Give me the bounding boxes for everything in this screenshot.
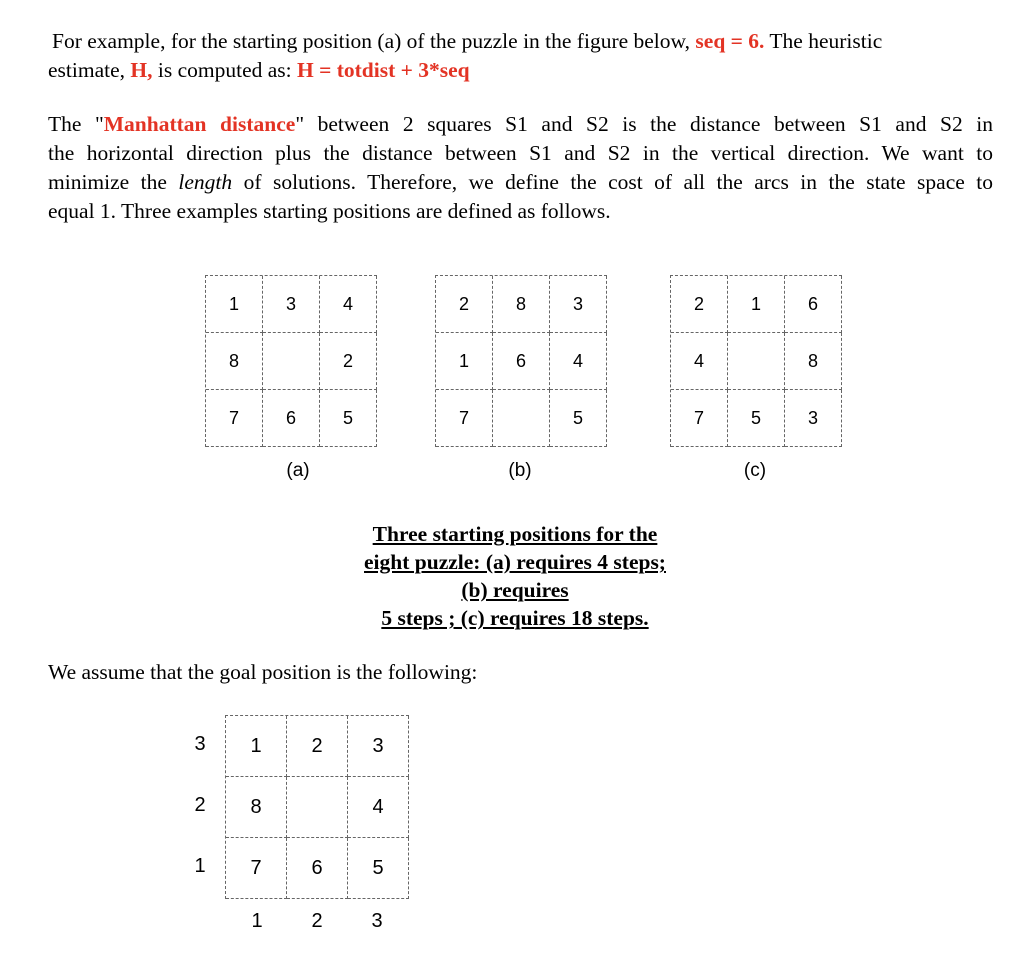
puzzle-cell: 7: [206, 390, 263, 447]
manhattan-paragraph: [48, 110, 993, 226]
goal-cell: 4: [348, 777, 409, 838]
intro-line-2: estimate, H, is computed as: H = totdist + 3*seq: [48, 58, 470, 82]
manhattan-line-2: the horizontal direction plus the distance between S1 and S2 in the vertical direction. We want to: [48, 141, 993, 165]
puzzle-cell: 5: [320, 390, 377, 447]
figure-caption: [300, 520, 730, 632]
puzzle-grid-b: [435, 275, 607, 447]
goal-cell-blank: [287, 777, 348, 838]
intro-paragraph: [48, 27, 993, 85]
caption-line-3: (b) requires: [461, 578, 569, 602]
puzzle-label-c: (c): [743, 460, 767, 481]
puzzle-cell: 1: [436, 333, 493, 390]
puzzle-grid-a: [205, 275, 377, 447]
puzzle-cell: 4: [671, 333, 728, 390]
goal-cell: 5: [348, 838, 409, 899]
manhattan-line-4: equal 1. Three examples starting positions are defined as follows.: [48, 199, 611, 223]
puzzle-cell: 6: [785, 276, 842, 333]
puzzle-cell: 4: [320, 276, 377, 333]
goal-cell: 2: [287, 716, 348, 777]
puzzle-cell: 4: [550, 333, 607, 390]
column-label: 2: [311, 910, 323, 932]
puzzle-cell: 7: [436, 390, 493, 447]
puzzle-cell: 8: [206, 333, 263, 390]
heuristic-formula: H = totdist + 3*seq: [297, 58, 470, 82]
length-word: length: [178, 170, 233, 194]
puzzle-cell: 6: [493, 333, 550, 390]
goal-cell: 1: [226, 716, 287, 777]
goal-intro-text: We assume that the goal position is the following:: [48, 660, 478, 684]
goal-cell: 7: [226, 838, 287, 899]
puzzle-grid-c: [670, 275, 842, 447]
puzzle-cell: 2: [320, 333, 377, 390]
column-label: 3: [371, 910, 383, 932]
row-label: 1: [194, 855, 206, 877]
puzzle-cell: 8: [785, 333, 842, 390]
seq-value: seq = 6.: [695, 29, 765, 53]
puzzle-cell: 3: [263, 276, 320, 333]
column-label: 1: [251, 910, 263, 932]
puzzle-cell: 2: [436, 276, 493, 333]
caption-line-1: Three starting positions for the: [372, 522, 658, 546]
manhattan-term: Manhattan distance: [103, 112, 296, 136]
manhattan-line-3: minimize the length of solutions. Therefore, we define the cost of all the arcs in the state space to: [48, 170, 993, 194]
goal-cell: 3: [348, 716, 409, 777]
puzzle-cell: 3: [550, 276, 607, 333]
row-label: 2: [194, 794, 206, 816]
puzzle-cell: 5: [728, 390, 785, 447]
puzzle-cell: 6: [263, 390, 320, 447]
manhattan-line-1: The "Manhattan distance" between 2 squares S1 and S2 is the distance between S1 and S2 in: [48, 112, 994, 136]
puzzle-cell-blank: [493, 390, 550, 447]
row-label: 3: [194, 733, 206, 755]
puzzle-cell: 1: [206, 276, 263, 333]
puzzle-label-a: (a): [286, 460, 310, 481]
puzzle-cell: 1: [728, 276, 785, 333]
puzzle-cell: 7: [671, 390, 728, 447]
caption-line-2: eight puzzle: (a) requires 4 steps;: [364, 550, 666, 574]
goal-cell: 6: [287, 838, 348, 899]
puzzle-cell: 3: [785, 390, 842, 447]
caption-line-4: 5 steps ; (c) requires 18 steps.: [381, 606, 649, 630]
puzzle-label-b: (b): [508, 460, 532, 481]
h-symbol: H,: [130, 58, 153, 82]
intro-line-1: For example, for the starting position (a) of the puzzle in the figure below, seq = 6. The heuristic: [52, 29, 883, 53]
puzzle-cell-blank: [263, 333, 320, 390]
puzzle-cell: 8: [493, 276, 550, 333]
goal-cell: 8: [226, 777, 287, 838]
goal-grid: [225, 715, 409, 899]
puzzle-cell-blank: [728, 333, 785, 390]
puzzle-cell: 2: [671, 276, 728, 333]
puzzle-cell: 5: [550, 390, 607, 447]
